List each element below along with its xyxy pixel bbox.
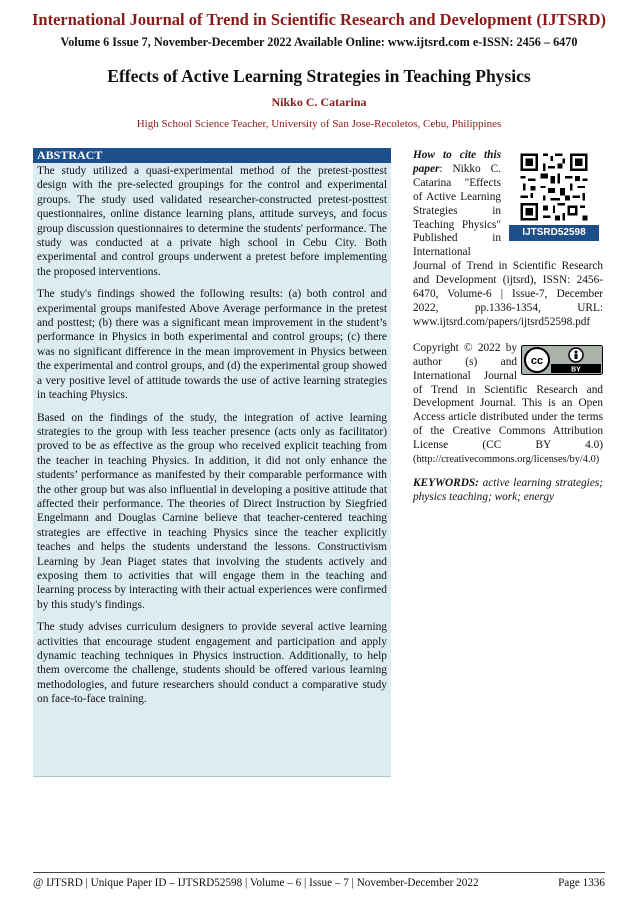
keywords-text: active learning strategies; physics teaching; work; energy: [413, 476, 603, 503]
journal-name: International Journal of Trend in Scientific Research and Development (IJTSRD): [32, 10, 606, 29]
citation-lead: How to cite this paper: [413, 149, 501, 175]
license-url: (http://creativecommons.org/licenses/by/4.0): [413, 454, 600, 466]
abstract-paragraph: Based on the findings of the study, the integration of active learning strategies to the group with less teacher presence (acts only as facilitator) proved to be as effective as the group who received explicit teaching from the teacher in teaching Physics. In addition, it did not only enhance the students’ performance as manifested by their comparable performance with the other group but was also influential in developing a positive attitude that affected their performance. The theories of Direct Instruction by Siegfried Engelmann and Douglas Carnine believe that teacher-centered teaching strategies are effective in teaching Physics since the teacher explicitly teaches and helps the students understand the lessons. Constructivism Learning by Jean Piaget states that involving the students actively and exposing them to activities that will engage them in the teaching and learning process by interacting with their actual experiences were confirmed by this study's findings.: [37, 411, 387, 611]
abstract-paragraph: The study utilized a quasi-experimental method of the pretest-posttest design with the pre-selected groupings for the control and experimental groups. The study used validated researcher-constructed pretest-posttest questionnaires, online distance learning plans, attitude surveys, and focus group discussion questionnaires to determine the students' performance. The study was conducted at a private high school in Cebu City. Both experimental and control groups underwent a pretest before implementing the proposed interventions.: [37, 165, 387, 278]
qr-block: [505, 151, 603, 247]
side-column: [413, 149, 603, 505]
footer-divider: [33, 872, 605, 873]
footer: [33, 877, 605, 889]
citation-text: : Nikko C. Catarina "Effects of Active Learning Strategies in Teaching Physics" Published in International Journal of Trend in Scientific Research and Development (ijtsrd), ISSN: 2456-6470, Volume-6 | Issue-7, December 2022, pp.1336-1354, URL: www.ijtsrd.com/papers/ijtsrd52598.pdf: [413, 162, 603, 328]
citation-block: [413, 149, 603, 330]
abstract-heading: ABSTRACT: [33, 148, 391, 163]
copyright-block: [413, 342, 603, 467]
qr-code-icon: [509, 151, 599, 223]
abstract-paragraph: The study's findings showed the following results: (a) both control and experimental groups manifested Above Average performance in the pretest and posttest; (b) there was a significant mean improvement in the student’s performance in Physics in both experimental and control groups; (c) there was no significant difference in the mean improvement in Physics between the experimental and control groups, and (d) the experimental group showed a very positive level of attitude towards the use of active learning strategies in teaching Physics.: [37, 288, 387, 402]
paper-id-badge: IJTSRD52598: [509, 225, 599, 241]
abstract-paragraph: The study advises curriculum designers to provide several active learning activities that encourage student engagement and participation and apply dynamic teaching techniques in Physics instruction. Additionally, to help them overcome the challenge, students should be offered various learning methodologies, and future researchers should conduct a comparative study on face-to-face training.: [37, 621, 387, 706]
cc-by-label: BY: [571, 366, 581, 374]
volume-line: Volume 6 Issue 7, November-December 2022 Available Online: www.ijtsrd.com e-ISSN: 2456 – 6470: [60, 35, 578, 49]
author-affiliation: High School Science Teacher, University of San Jose-Recoletos, Cebu, Philippines: [136, 118, 502, 130]
footer-info: @ IJTSRD | Unique Paper ID – IJTSRD52598 | Volume – 6 | Issue – 7 | November-December 2022: [33, 877, 479, 889]
page-number: Page 1336: [558, 877, 605, 889]
copyright-text: Copyright © 2022 by author (s) and International Journal of Trend in Scientific Research and Development Journal. This is an Open Access article distributed under the terms of the Creative Commons Attribution License (CC BY 4.0): [413, 341, 603, 452]
author-name: Nikko C. Catarina: [271, 95, 367, 109]
paper-title: Effects of Active Learning Strategies in Teaching Physics: [107, 66, 531, 86]
keywords: [413, 477, 603, 505]
cc-badge: [521, 345, 603, 375]
keywords-label: KEYWORDS:: [413, 476, 479, 489]
abstract-body: [37, 164, 387, 715]
creative-commons-icon: [521, 345, 603, 375]
svg-text:cc: cc: [530, 354, 544, 367]
